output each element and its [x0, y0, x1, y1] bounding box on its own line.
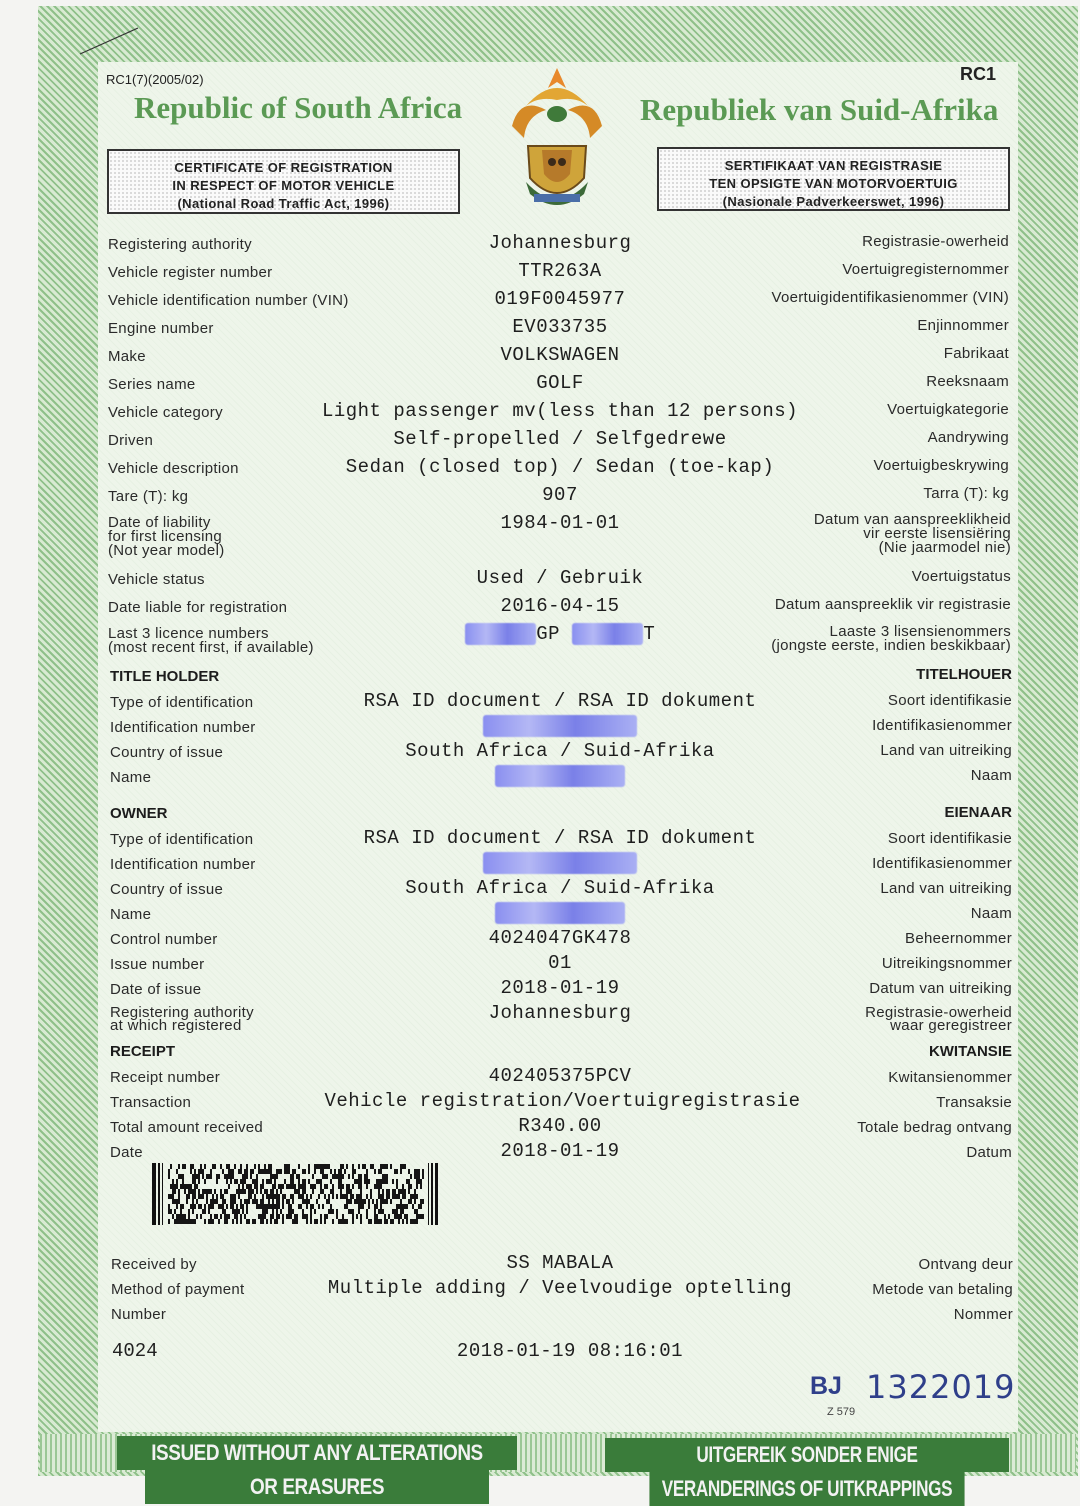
- label-en: Vehicle register number: [108, 264, 273, 281]
- liability-en-line: for first licensing: [108, 528, 223, 545]
- value: TTR263A: [518, 260, 602, 282]
- banner-af: UITGEREIK SONDER ENIGE VERANDERINGS OF UITKRAPPINGS: [649, 1438, 964, 1506]
- banner-af-bg: [605, 1438, 1009, 1501]
- value: South Africa / Suid-Afrika: [405, 740, 715, 762]
- value: Sedan (closed top) / Sedan (toe-kap): [345, 456, 775, 478]
- label-en: Type of identification: [110, 694, 254, 711]
- licence-en-line: (most recent first, if available): [108, 639, 314, 656]
- redacted-name: [495, 765, 626, 787]
- redacted-id-number: [483, 715, 638, 737]
- value: South Africa / Suid-Afrika: [405, 877, 715, 899]
- label-af: Voertuigkategorie: [887, 401, 1009, 418]
- label-en: Country of issue: [110, 881, 224, 898]
- label-af: Tarra (T): kg: [923, 485, 1009, 502]
- label-af: Datum: [966, 1144, 1012, 1161]
- box-en-line-3: (National Road Traffic Act, 1996): [177, 196, 390, 211]
- value: EV033735: [512, 316, 608, 338]
- label-af: Identifikasienommer: [872, 855, 1012, 872]
- box-en-line-1: CERTIFICATE OF REGISTRATION: [174, 160, 393, 175]
- label-af: Datum van uitreiking: [869, 980, 1012, 997]
- number-label-en: Number: [111, 1306, 167, 1323]
- value: 019F0045977: [494, 288, 626, 310]
- value: Johannesburg: [488, 232, 632, 254]
- label-af: Fabrikaat: [943, 345, 1009, 362]
- label-en: Type of identification: [110, 831, 254, 848]
- title-holder-header-af: TITELHOUER: [916, 666, 1012, 683]
- rc-label: RC1: [960, 64, 997, 84]
- box-af-line-1: SERTIFIKAAT VAN REGISTRASIE: [724, 158, 943, 173]
- label-en: Transaction: [110, 1094, 192, 1111]
- value: Light passenger mv(less than 12 persons): [321, 400, 799, 422]
- title-afrikaans: Republiek van Suid-Afrika: [640, 92, 999, 127]
- date-liable-label-af: Datum aanspreeklik vir registrasie: [774, 596, 1011, 613]
- licence-af-line: (jongste eerste, indien beskikbaar): [771, 637, 1011, 654]
- vehicle-status-label-en: Vehicle status: [108, 571, 205, 588]
- licence-suffix: GP: [536, 623, 560, 645]
- value: R340.00: [518, 1115, 602, 1137]
- reg-at-label-en: [110, 1006, 254, 1032]
- label-af: Uitreikingsnommer: [881, 955, 1012, 972]
- label-af: Aandrywing: [927, 429, 1009, 446]
- form-code: RC1(7)(2005/02): [106, 72, 204, 87]
- value: GOLF: [536, 372, 584, 394]
- value: RSA ID document / RSA ID dokument: [363, 690, 757, 712]
- label-af: Soort identifikasie: [887, 830, 1012, 847]
- label-en: Tare (T): kg: [108, 488, 189, 505]
- banner-en: ISSUED WITHOUT ANY ALTERATIONS OR ERASURES: [145, 1436, 489, 1504]
- label-en: Vehicle identification number (VIN): [108, 292, 349, 309]
- label-af: Voertuigbeskrywing: [873, 457, 1009, 474]
- payment-label-af: Metode van betaling: [872, 1281, 1013, 1298]
- label-en: Identification number: [110, 719, 256, 736]
- date-liable-label-en: Date liable for registration: [108, 599, 288, 616]
- liability-en-line: (Not year model): [108, 542, 225, 559]
- label-en: Name: [110, 769, 152, 786]
- value: Self-propelled / Selfgedrewe: [393, 428, 727, 450]
- label-af: Soort identifikasie: [887, 692, 1012, 709]
- licence-label-af: [700, 625, 1011, 653]
- redacted-name: [495, 902, 626, 924]
- redacted-licence-number: [465, 623, 536, 645]
- label-af: Transaksie: [936, 1094, 1012, 1111]
- number-label-af: Nommer: [953, 1306, 1013, 1323]
- licence-en-line: Last 3 licence numbers: [108, 625, 269, 642]
- redacted-id-number: [483, 852, 638, 874]
- label-en: Receipt number: [110, 1069, 221, 1086]
- label-en: Engine number: [108, 320, 214, 337]
- label-af: Totale bedrag ontvang: [857, 1119, 1012, 1136]
- label-en: Registering authority: [108, 236, 252, 253]
- liability-af-line: Datum van aanspreeklikheid: [813, 511, 1011, 528]
- liability-af-line: vir eerste lisensiëring: [863, 525, 1011, 542]
- registration-certificate-box-en: [107, 149, 460, 214]
- box-af-line-3: (Nasionale Padverkeerswet, 1996): [722, 194, 945, 209]
- label-af: Land van uitreiking: [880, 880, 1012, 897]
- owner-header-af: EIENAAR: [944, 804, 1012, 821]
- vehicle-status-label-af: Voertuigstatus: [911, 568, 1011, 585]
- barcode: [152, 1163, 438, 1225]
- value: 2018-01-19: [500, 1140, 620, 1162]
- label-en: Name: [110, 906, 152, 923]
- z-code: Z 579: [827, 1406, 856, 1418]
- licence-af-line: Laaste 3 lisensienommers: [829, 623, 1011, 640]
- fold-line: [78, 26, 142, 58]
- value: 01: [548, 952, 572, 974]
- redacted-licence-number: [572, 623, 643, 645]
- liability-value: 1984-01-01: [500, 512, 620, 534]
- value: 2018-01-19: [500, 977, 620, 999]
- liability-label-en: [108, 516, 225, 558]
- label-en: Issue number: [110, 956, 205, 973]
- label-en: Vehicle category: [108, 404, 223, 421]
- reg-at-af-line: Registrasie-owerheid: [865, 1004, 1012, 1021]
- receipt-header-en: RECEIPT: [110, 1043, 176, 1060]
- label-en: Driven: [108, 432, 154, 449]
- payment-value: Multiple adding / Veelvoudige optelling: [327, 1277, 793, 1299]
- label-en: Total amount received: [110, 1119, 264, 1136]
- vehicle-status-value: Used / Gebruik: [476, 567, 644, 589]
- liability-en-line: Date of liability: [108, 514, 211, 531]
- licence-label-en: [108, 627, 314, 655]
- label-en: Control number: [110, 931, 218, 948]
- label-af: Enjinnommer: [917, 317, 1009, 334]
- reg-at-value: Johannesburg: [488, 1002, 632, 1024]
- timestamp: 2018-01-19 08:16:01: [456, 1340, 684, 1362]
- title-english: Republic of South Africa: [134, 90, 463, 125]
- label-en: Date of issue: [110, 981, 202, 998]
- value: RSA ID document / RSA ID dokument: [363, 827, 757, 849]
- date-liable-value: 2016-04-15: [500, 595, 620, 617]
- label-af: Kwitansienommer: [888, 1069, 1012, 1086]
- label-af: Naam: [970, 905, 1012, 922]
- reg-at-af-line: waar geregistreer: [890, 1017, 1012, 1034]
- received-by-label-af: Ontvang deur: [918, 1256, 1013, 1273]
- label-en: Series name: [108, 376, 196, 393]
- serial-prefix: BJ: [810, 1372, 842, 1400]
- value: Vehicle registration/Voertuigregistrasie: [324, 1090, 801, 1112]
- box-af-line-2: TEN OPSIGTE VAN MOTORVOERTUIG: [709, 176, 958, 191]
- label-af: Beheernommer: [905, 930, 1012, 947]
- licence-suffix: T: [643, 623, 656, 645]
- value: 4024047GK478: [488, 927, 632, 949]
- box-en-line-2: IN RESPECT OF MOTOR VEHICLE: [172, 178, 395, 193]
- receipt-header-af: KWITANSIE: [928, 1043, 1012, 1060]
- label-af: Naam: [970, 767, 1012, 784]
- liability-af-line: (Nie jaarmodel nie): [878, 539, 1011, 556]
- value: 402405375PCV: [488, 1065, 632, 1087]
- payment-label-en: Method of payment: [111, 1281, 245, 1298]
- coat-of-arms-emblem: [506, 66, 608, 216]
- label-af: Reeksnaam: [926, 373, 1009, 390]
- value: VOLKSWAGEN: [500, 344, 620, 366]
- registration-certificate-box-af: [657, 147, 1010, 211]
- value: 907: [542, 484, 578, 506]
- serial-number: 1322019: [866, 1368, 1016, 1406]
- label-af: Voertuigregisternommer: [842, 261, 1009, 278]
- reg-at-en-line: Registering authority: [110, 1004, 254, 1021]
- number-value: 4024: [112, 1340, 158, 1362]
- received-by-value: SS MABALA: [506, 1252, 614, 1274]
- label-en: Country of issue: [110, 744, 224, 761]
- label-en: Date: [110, 1144, 143, 1161]
- label-af: Voertuigidentifikasienommer (VIN): [771, 289, 1009, 306]
- label-af: Registrasie-owerheid: [862, 233, 1009, 250]
- title-holder-header-en: TITLE HOLDER: [110, 668, 220, 685]
- banner-en-bg: [117, 1436, 517, 1499]
- label-en: Make: [108, 348, 146, 365]
- label-af: Land van uitreiking: [880, 742, 1012, 759]
- owner-header-en: OWNER: [110, 805, 168, 822]
- reg-at-en-line: at which registered: [110, 1017, 242, 1034]
- liability-label-af: [700, 513, 1011, 555]
- reg-at-label-af: [700, 1006, 1012, 1032]
- label-en: Vehicle description: [108, 460, 239, 477]
- label-af: Identifikasienommer: [872, 717, 1012, 734]
- label-en: Identification number: [110, 856, 256, 873]
- received-by-label-en: Received by: [111, 1256, 197, 1273]
